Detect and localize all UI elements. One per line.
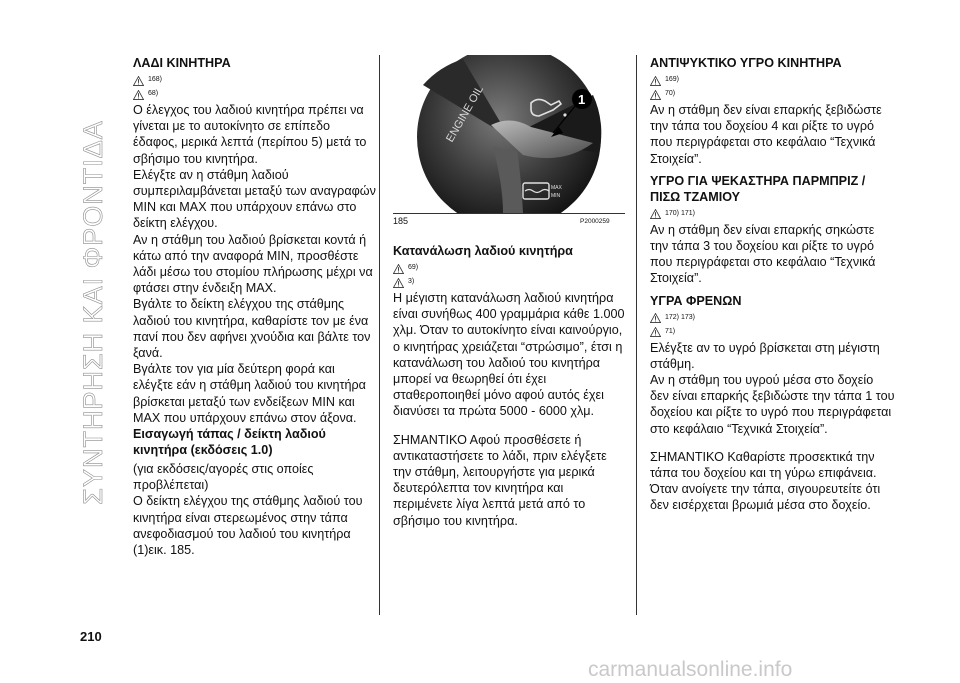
note-triangle-icon — [650, 327, 661, 337]
figure-oil-cap — [393, 55, 625, 231]
warning-triangle-icon — [650, 76, 661, 86]
column-fluids — [650, 55, 895, 514]
note-triangle-icon — [393, 278, 404, 288]
paragraph: (για εκδόσεις/αγορές στις οποίες προβλέπεται) — [133, 462, 314, 493]
warning-ref-number: 69) — [408, 264, 419, 272]
warning-triangle-icon — [650, 209, 661, 219]
warning-triangle-icon — [393, 264, 404, 274]
cap-engine-oil-label: ENGINE OIL — [444, 83, 487, 145]
heading-coolant: ΑΝΤΙΨΥΚΤΙΚΟ ΥΓΡΟ ΚΙΝΗΤΗΡΑ — [650, 56, 842, 70]
note-triangle-icon — [133, 90, 144, 100]
warning-triangle-icon — [650, 313, 661, 323]
heading-brake-fluid: ΥΓΡΑ ΦΡΕΝΩΝ — [650, 293, 742, 308]
paragraph: Ελέγξτε αν το υγρό βρίσκεται στη μέγιστη στάθμη. — [650, 340, 880, 371]
paragraph: ΣΗΜΑΝΤΙΚΟ Καθαρίστε προσεκτικά την τάπα του δοχείου και τη γύρω επιφάνεια. Όταν ανοίγετε την τάπα, σιγουρευτείτε ότι δεν εισέρχεται βρωμιά μέσα στο δοχείο. — [650, 449, 881, 513]
figure-caption-rule — [393, 213, 625, 214]
oil-cap-illustration — [393, 55, 625, 213]
callout-number: 1 — [578, 92, 586, 107]
paragraph: ΣΗΜΑΝΤΙΚΟ Αφού προσθέσετε ή αντικαταστήσετε το λάδι, πριν ελέγξετε την στάθμη, λειτουργήστε για μερικά δευτερόλεπτα τον κινητήρα και περιμένετε λίγα λεπτά μετά από το σβήσιμο του κινητήρα. — [393, 432, 607, 528]
warning-ref-number: 170) 171) — [665, 210, 695, 218]
warning-ref — [650, 312, 895, 325]
note-ref — [393, 276, 625, 289]
paragraph: Αν η στάθμη του λαδιού βρίσκεται κοντά ή κάτω από την αναφορά MIN, προσθέστε λάδι μέσω του στομίου πλήρωσης μέχρι να φτάσει στην ένδειξη MAX. — [133, 232, 373, 296]
warning-ref-number: 168) — [148, 76, 163, 84]
warning-ref-number: 169) — [665, 76, 680, 84]
warning-ref-number: 172) 173) — [665, 314, 695, 322]
note-ref-number: 70) — [665, 90, 676, 98]
heading-oil-consumption: Κατανάλωση λαδιού κινητήρα — [393, 244, 573, 258]
heading-washer-fluid: ΥΓΡΟ ΓΙΑ ΨΕΚΑΣΤΗΡΑ ΠΑΡΜΠΡΙΖ / ΠΙΣΩ ΤΖΑΜΙΟΥ — [650, 173, 866, 204]
paragraph: Ο έλεγχος του λαδιού κινητήρα πρέπει να γίνεται με το αυτοκίνητο σε επίπεδο έδαφος, μερικά λεπτά (περίπου 5) μετά το σβήσιμο του κινητήρα. — [133, 103, 367, 166]
warning-triangle-icon — [133, 76, 144, 86]
min-label: MIN — [551, 193, 561, 199]
warning-ref — [133, 74, 378, 87]
chapter-side-title — [75, 30, 111, 595]
note-triangle-icon — [650, 90, 661, 100]
paragraph: Αν η στάθμη του υγρού μέσα στο δοχείο δεν είναι επαρκής ξεβιδώστε την τάπα 1 του δοχείου και ρίξτε το υγρό που περιγράφεται στο κεφάλαιο “Τεχνικά Στοιχεία”. — [650, 373, 895, 436]
note-ref-number: 68) — [148, 90, 159, 98]
page-number: 210 — [80, 629, 102, 644]
note-ref — [133, 88, 378, 101]
note-ref-number: 71) — [665, 328, 676, 336]
column-oil-consumption — [393, 243, 625, 529]
note-ref — [650, 88, 895, 101]
paragraph: Αν η στάθμη δεν είναι επαρκής ξεβιδώστε την τάπα του δοχείου 4 και ρίξτε το υγρό που περιγράφεται στο κεφάλαιο “Τεχνικά Στοιχεία”. — [650, 103, 882, 166]
note-ref-number: 3) — [408, 278, 415, 286]
warning-ref — [650, 208, 895, 221]
watermark: carmanualsonline.info — [588, 658, 793, 681]
note-ref — [650, 326, 895, 339]
column-engine-oil — [133, 55, 378, 558]
chapter-side-title-text: ΣΥΝΤΗΡΗΣΗ ΚΑΙ ΦΡΟΝΤΙΔΑ — [77, 120, 108, 505]
figure-number: 185 — [393, 216, 409, 226]
paragraph: Βγάλτε το δείκτη ελέγχου της στάθμης λαδιού του κινητήρα, καθαρίστε τον με ένα πανί που δεν αφήνει χνούδια και βάλτε τον ξανά. — [133, 297, 371, 361]
paragraph: Ο δείκτη ελέγχου της στάθμης λαδιού του κινητήρα είναι στερεωμένος στην τάπα ανεφοδιασμού του λαδιού του κινητήρα (1)εικ. 185. — [133, 494, 363, 558]
paragraph: Η μέγιστη κατανάλωση λαδιού κινητήρα είναι συνήθως 400 γραμμάρια κάθε 1.000 χλμ. Όταν το αυτοκίνητο είναι καινούργιο, ο κινητήρας χρειάζεται “στρώσιμο”, έτσι η κατανάλωση του λαδιού του κινητήρα μπορεί να θεωρηθεί ότι έχει σταθεροποιηθεί μόνο αφού αυτός έχει διανύσει τα πρώτα 5000 - 6000 χλμ. — [393, 291, 625, 419]
heading-engine-oil: ΛΑΔΙ ΚΙΝΗΤΗΡΑ — [133, 56, 231, 70]
paragraph: Βγάλτε τον για μία δεύτερη φορά και ελέγξτε εάν η στάθμη λαδιού του κινητήρα βρίσκεται μεταξύ των ενδείξεων MIN και MAX που υπάρχουν επάνω στον άξονα. — [133, 362, 366, 425]
warning-ref — [650, 74, 895, 87]
figure-code: P2000259 — [580, 218, 610, 225]
subheading-dipstick: Εισαγωγή τάπας / δείκτη λαδιού κινητήρα (εκδόσεις 1.0) — [133, 427, 326, 458]
column-divider — [379, 55, 380, 615]
column-divider — [636, 55, 637, 615]
max-label: MAX — [551, 185, 562, 191]
paragraph: Αν η στάθμη δεν είναι επαρκής σηκώστε την τάπα 3 του δοχείου και ρίξτε το υγρό που περιγράφεται στο κεφάλαιο “Τεχνικά Στοιχεία”. — [650, 222, 876, 286]
paragraph: Ελέγξτε αν η στάθμη λαδιού συμπεριλαμβάνεται μεταξύ των αναγραφών MIN και MAX που υπάρχουν επάνω στο δείκτη ελέγχου. — [133, 167, 376, 231]
warning-ref — [393, 262, 625, 275]
